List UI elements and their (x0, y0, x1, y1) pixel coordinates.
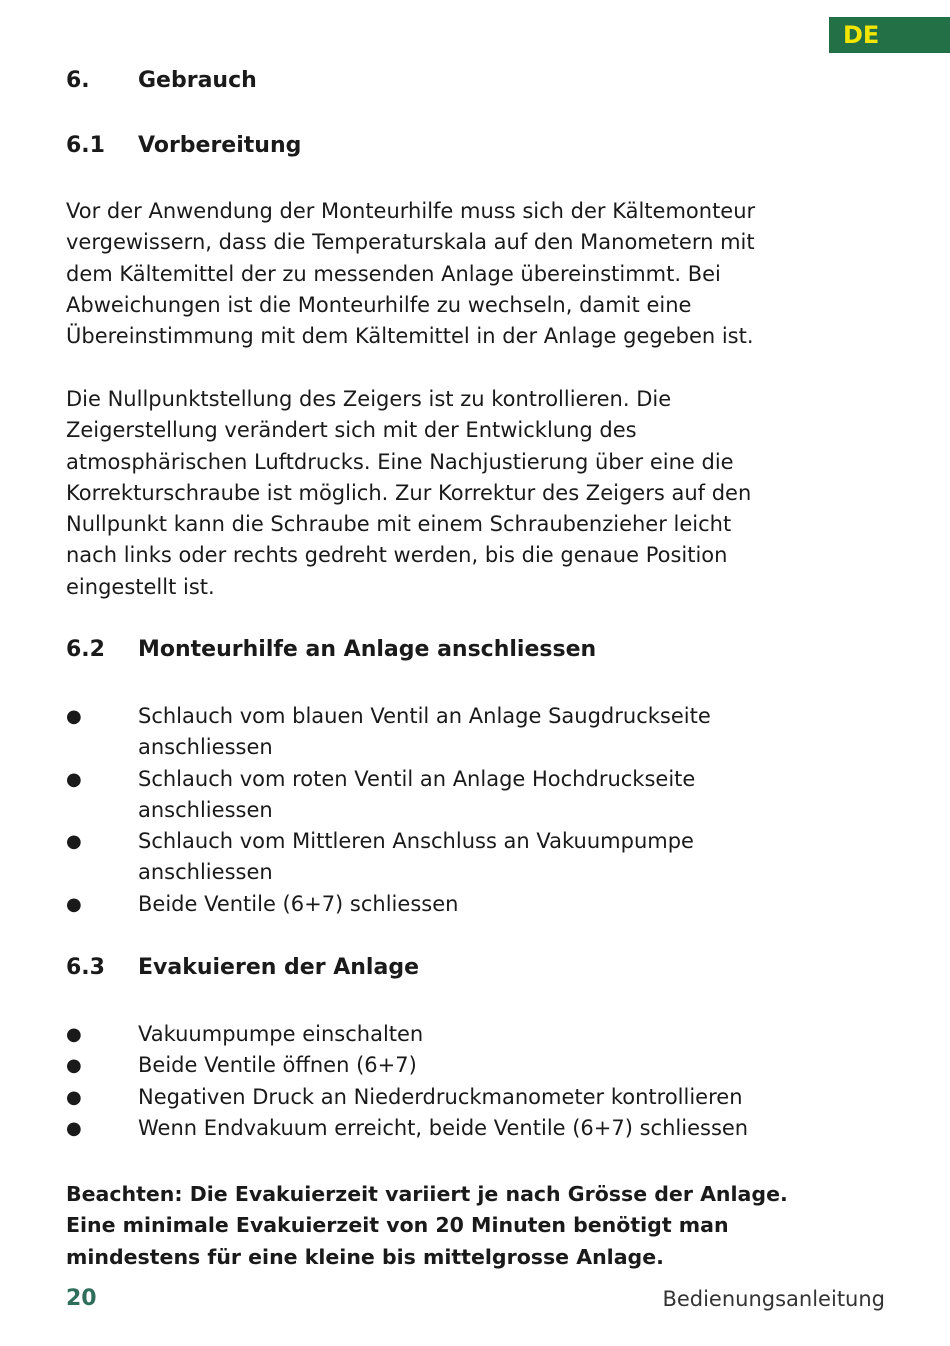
section-heading-6 (66, 66, 257, 96)
list-item (66, 701, 886, 764)
text-line: anschliessen (138, 735, 273, 760)
text-line: mindestens für eine kleine bis mittelgrosse Anlage. (66, 1244, 664, 1269)
list-item (66, 889, 886, 920)
section-heading-6-2 (66, 635, 596, 665)
text-line: Korrekturschraube ist möglich. Zur Korrektur des Zeigers auf den (66, 480, 752, 505)
text-line: nach links oder rechts gedreht werden, bis die genaue Position (66, 543, 728, 568)
section-title: Monteurhilfe an Anlage anschliessen (138, 637, 597, 662)
list-item (66, 1019, 886, 1050)
section-heading-6-1 (66, 131, 301, 161)
text-line: dem Kältemittel der zu messenden Anlage übereinstimmt. Bei (66, 261, 721, 286)
section-title: Vorbereitung (138, 133, 302, 158)
list-item (66, 1113, 886, 1144)
list-item (66, 826, 886, 889)
text-line: Schlauch vom blauen Ventil an Anlage Saugdruckseite (138, 704, 711, 728)
text-line: Negativen Druck an Niederdruckmanometer kontrollieren (138, 1084, 743, 1109)
text-line: Beachten: Die Evakuierzeit variiert je nach Grösse der Anlage. (66, 1182, 788, 1206)
text-line: Übereinstimmung mit dem Kältemittel in der Anlage gegeben ist. (66, 324, 754, 349)
list-item (66, 764, 886, 827)
section-title: Gebrauch (138, 68, 257, 93)
bullet-icon: ● (66, 768, 82, 790)
bullet-icon: ● (66, 1086, 82, 1108)
text-line: Die Nullpunktstellung des Zeigers ist zu kontrollieren. Die (66, 387, 672, 411)
language-tab: DE (829, 17, 950, 53)
paragraph-preparation-2 (66, 384, 876, 603)
bullet-icon: ● (66, 706, 82, 727)
text-line: Eine minimale Evakuierzeit von 20 Minuten benötigt man (66, 1213, 729, 1238)
page-number: 20 (66, 1286, 97, 1311)
text-line: anschliessen (138, 797, 273, 822)
section-number: 6. (66, 68, 90, 93)
evacuation-note (66, 1179, 896, 1273)
section-number: 6.3 (66, 955, 105, 980)
paragraph-preparation-1 (66, 196, 876, 352)
section-title: Evakuieren der Anlage (138, 955, 419, 980)
text-line: Schlauch vom roten Ventil an Anlage Hochdruckseite (138, 766, 696, 791)
list-item (66, 1082, 886, 1113)
text-line: anschliessen (138, 860, 273, 885)
text-line: Vakuumpumpe einschalten (138, 1022, 424, 1046)
section-number: 6.1 (66, 133, 105, 158)
evacuate-steps-list (66, 1019, 886, 1144)
text-line: Vor der Anwendung der Monteurhilfe muss sich der Kältemonteur (66, 199, 756, 223)
text-line: Beide Ventile (6+7) schliessen (138, 891, 459, 916)
bullet-icon: ● (66, 1055, 82, 1077)
section-number: 6.2 (66, 637, 105, 662)
text-line: Zeigerstellung verändert sich mit der Entwicklung des (66, 418, 637, 443)
text-line: Schlauch vom Mittleren Anschluss an Vakuumpumpe (138, 829, 694, 854)
list-item (66, 1050, 886, 1081)
text-line: Abweichungen ist die Monteurhilfe zu wechseln, damit eine (66, 292, 692, 317)
bullet-icon: ● (66, 1117, 82, 1139)
text-line: vergewissern, dass die Temperaturskala auf den Manometern mit (66, 230, 755, 255)
text-line: Wenn Endvakuum erreicht, beide Ventile (6+7) schliessen (138, 1115, 749, 1140)
bullet-icon: ● (66, 893, 82, 915)
text-line: atmosphärischen Luftdrucks. Eine Nachjustierung über eine die (66, 449, 734, 474)
text-line: eingestellt ist. (66, 574, 215, 599)
bullet-icon: ● (66, 1024, 82, 1045)
section-heading-6-3 (66, 953, 419, 983)
footer-title: Bedienungsanleitung (662, 1287, 885, 1311)
connect-steps-list (66, 701, 886, 920)
text-line: Beide Ventile öffnen (6+7) (138, 1053, 417, 1078)
bullet-icon: ● (66, 831, 82, 853)
text-line: Nullpunkt kann die Schraube mit einem Schraubenzieher leicht (66, 512, 732, 537)
